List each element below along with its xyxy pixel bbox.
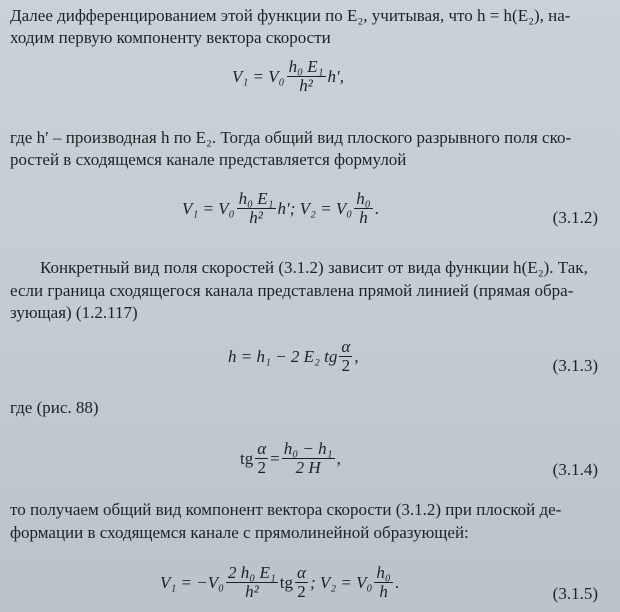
eq5-numerator-2: α — [297, 563, 306, 582]
eq1-tail: h′, — [327, 66, 344, 86]
eq5-denominator-2: 2 — [297, 582, 306, 601]
equation-3-number: (3.1.3) — [552, 356, 598, 375]
eq4-part-a: tg — [240, 448, 254, 468]
eq4-numerator-1: α — [257, 439, 267, 458]
eq5-numerator-1: 2 h₀ E₁ — [228, 563, 276, 582]
eq3-part-a: h = h₁ − 2 E₂ tg — [228, 346, 338, 366]
eq5-fraction-1 — [226, 564, 278, 601]
equation-4 — [240, 440, 341, 477]
eq2-part-a: V₁ = V₀ — [182, 198, 235, 218]
paragraph-2-line-1: где h′ – производная h по E₂. Тогда общий вид плоского разрывного поля ско- — [10, 128, 572, 147]
eq2-fraction-2 — [354, 190, 372, 227]
paragraph-1-line-1: Далее дифференцированием этой функции по E₂, учитывая, что h = h(E₂), на- — [10, 6, 571, 25]
eq2-part-c: . — [374, 198, 379, 218]
eq1-numerator: h₀ E₁ — [288, 57, 324, 76]
paragraph-4: где (рис. 88) — [10, 398, 99, 417]
eq4-denominator-1: 2 — [257, 458, 266, 477]
eq5-fraction-3 — [374, 564, 392, 601]
eq3-part-b: , — [354, 346, 359, 366]
paragraph-3-line-1: Конкретный вид поля скоростей (3.1.2) зависит от вида функции h(E₂). Так, — [40, 258, 588, 277]
eq3-denominator: 2 — [341, 356, 351, 375]
eq2-denominator-2: h — [359, 208, 368, 227]
eq2-numerator-2: h₀ — [356, 189, 371, 208]
eq2-denominator-1: h² — [249, 208, 263, 227]
equation-1 — [232, 58, 344, 95]
eq5-numerator-3: h₀ — [376, 563, 391, 582]
eq1-denominator: h² — [299, 76, 313, 95]
eq5-part-c: ; V₂ = V₀ — [309, 572, 373, 592]
eq2-fraction-1 — [237, 190, 276, 227]
paragraph-3-line-2: если граница сходящегося канала представлена прямой линией (прямая обра- — [10, 281, 574, 300]
eq4-numerator-2: h₀ − h₁ — [283, 439, 333, 458]
paragraph-3-line-3: зующая) (1.2.117) — [10, 303, 138, 322]
equation-3 — [228, 338, 359, 375]
eq4-fraction-2 — [282, 440, 335, 477]
eq5-denominator-3: h — [379, 582, 388, 601]
eq2-part-b: h′; V₂ = V₀ — [277, 198, 353, 218]
paragraph-5-line-1: то получаем общий вид компонент вектора скорости (3.1.2) при плоской де- — [10, 500, 562, 519]
paragraph-5-line-2: формации в сходящемся канале с прямолинейной образующей: — [10, 523, 469, 542]
eq5-part-a: V₁ = −V₀ — [160, 572, 225, 592]
eq1-lhs: V₁ = V₀ — [232, 66, 285, 86]
equation-4-number: (3.1.4) — [552, 460, 598, 479]
eq4-part-b: = — [270, 448, 280, 468]
eq5-fraction-2 — [295, 564, 308, 601]
eq5-denominator-1: h² — [245, 582, 259, 601]
eq3-numerator: α — [341, 337, 351, 356]
equation-2-number: (3.1.2) — [552, 208, 598, 227]
eq4-denominator-2: 2 H — [295, 458, 321, 477]
eq1-fraction — [287, 58, 326, 95]
eq5-part-b: tg — [279, 572, 293, 592]
equation-5 — [160, 564, 399, 601]
paragraph-1-line-2: ходим первую компоненту вектора скорости — [10, 28, 331, 47]
eq2-numerator-1: h₀ E₁ — [238, 189, 274, 208]
equation-5-number: (3.1.5) — [552, 584, 598, 603]
eq3-fraction — [339, 338, 352, 375]
eq5-part-d: . — [394, 572, 400, 592]
paragraph-2-line-2: ростей в сходящемся канале представляется формулой — [10, 150, 407, 169]
eq4-fraction-1 — [255, 440, 268, 477]
equation-2 — [182, 190, 379, 227]
eq4-part-c: , — [336, 448, 341, 468]
